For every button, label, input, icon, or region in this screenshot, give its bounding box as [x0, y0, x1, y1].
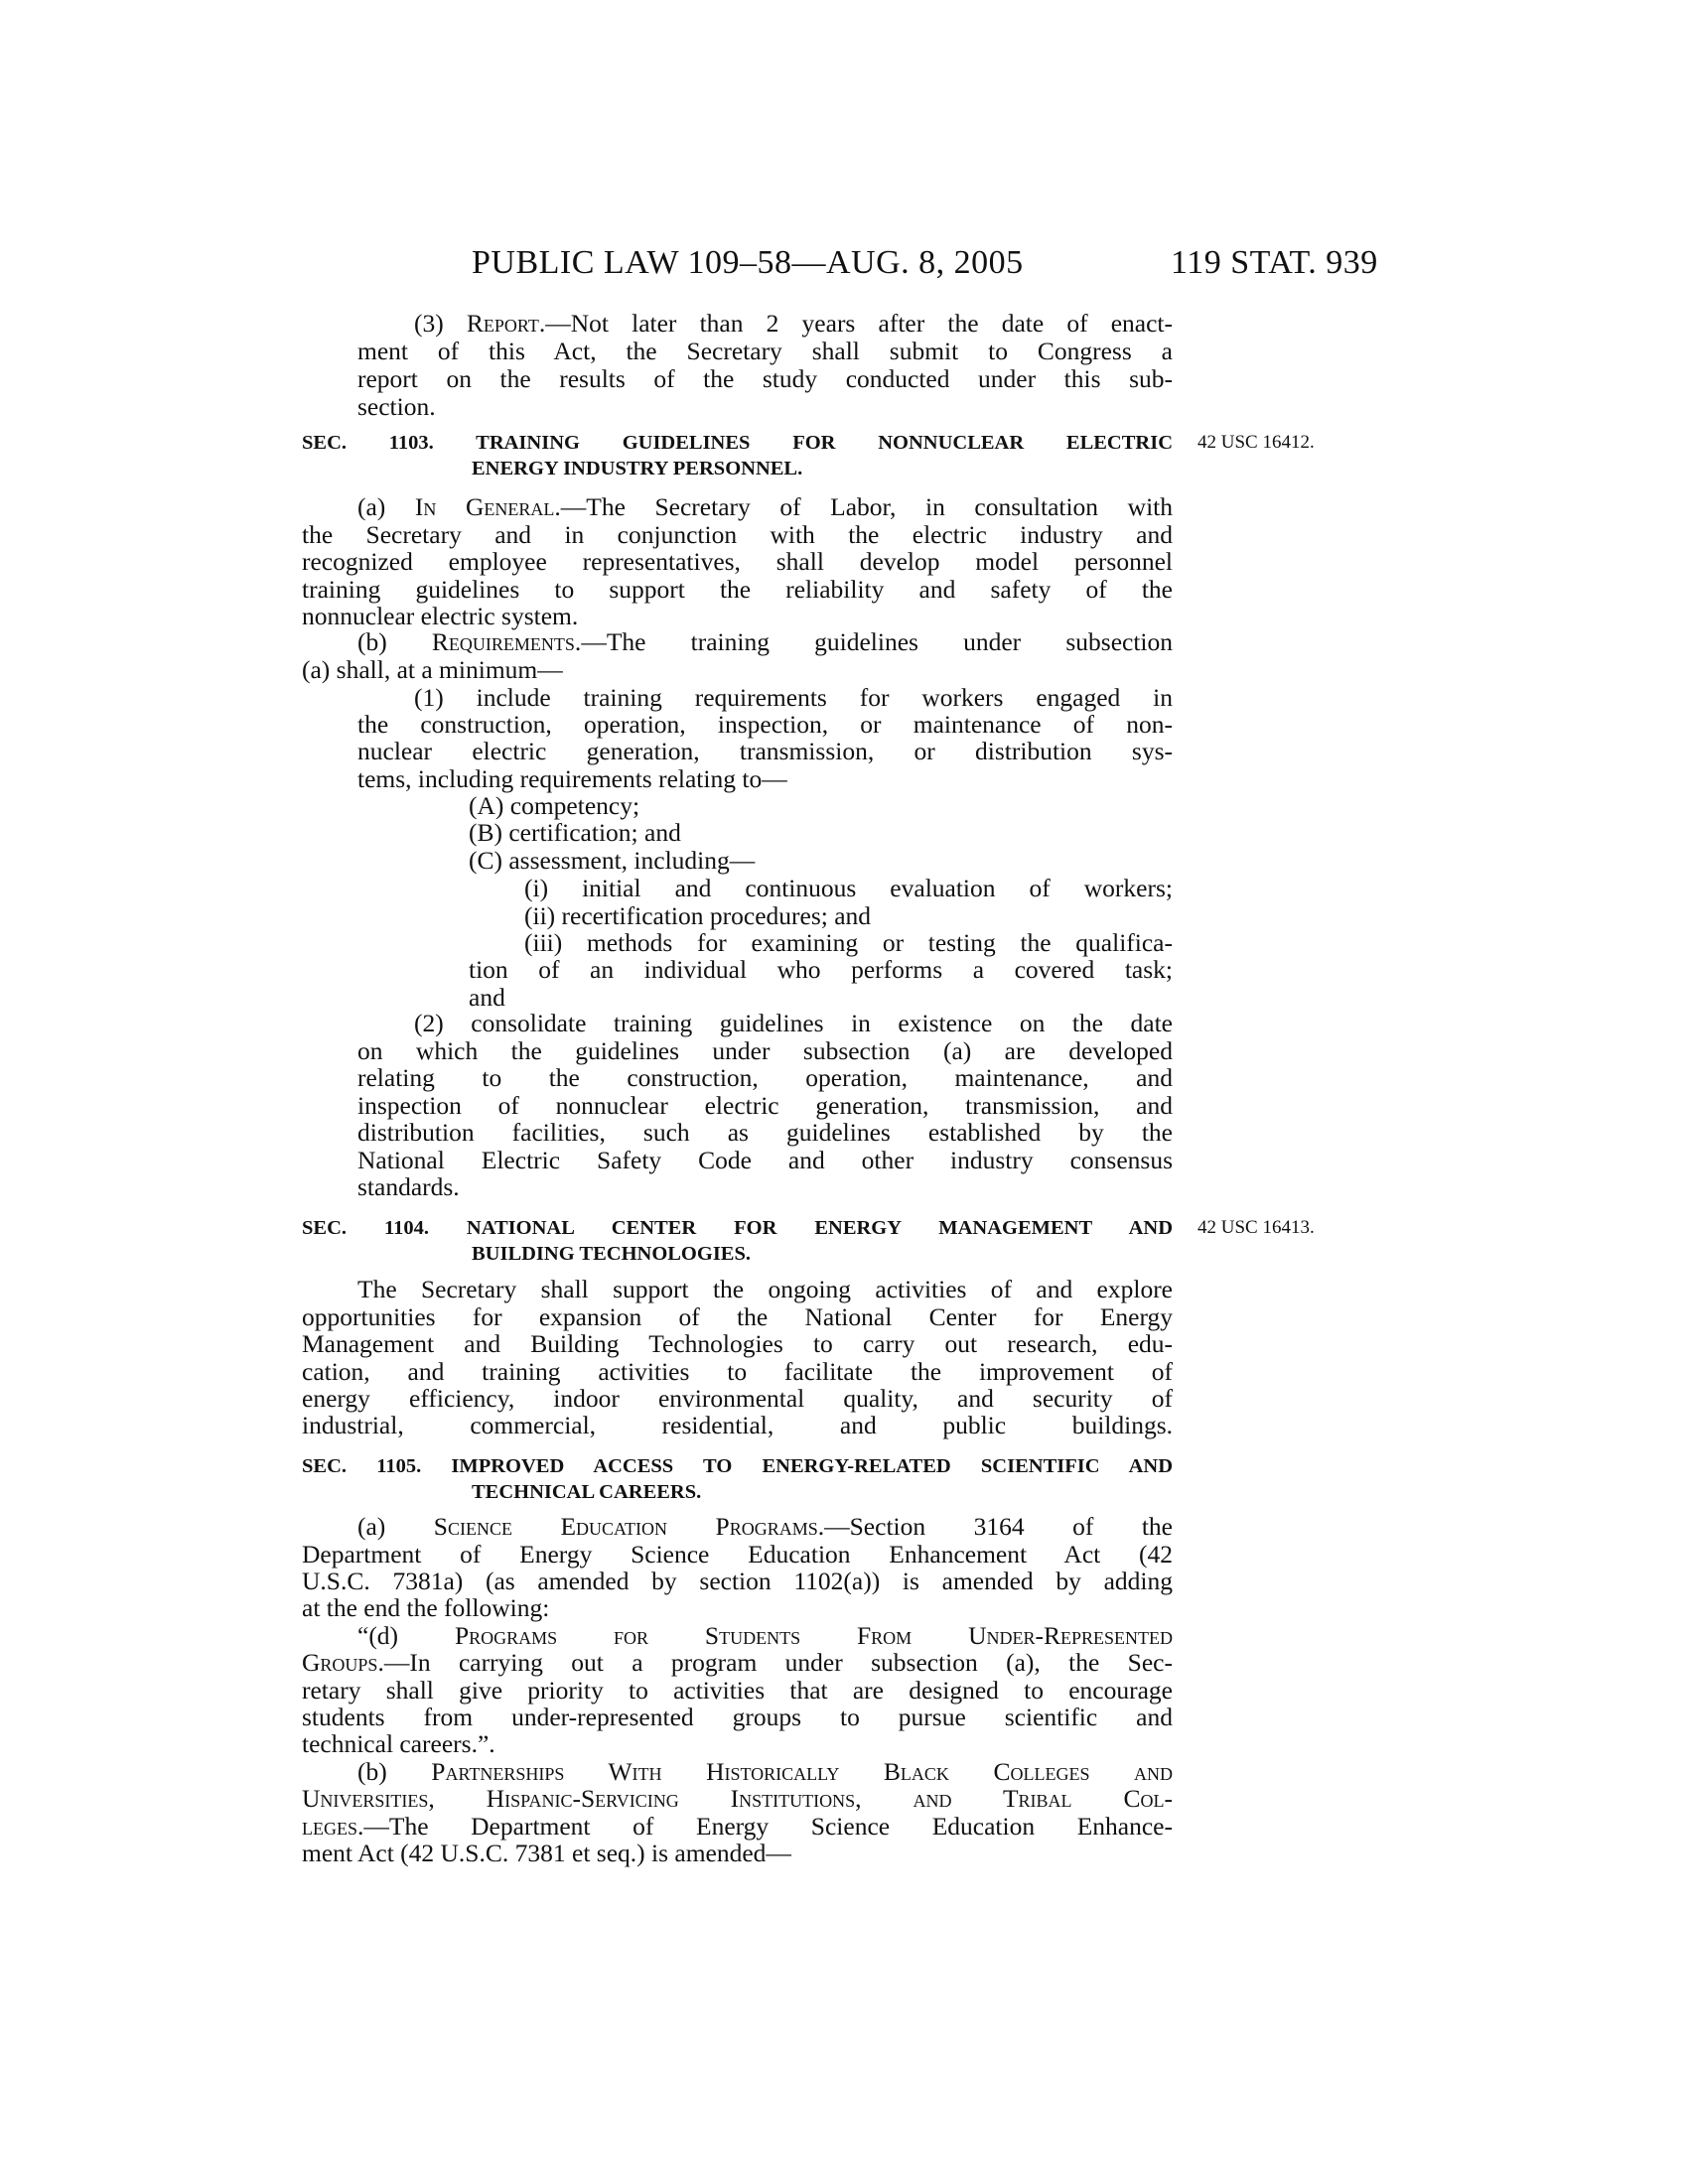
text-line	[302, 603, 1173, 630]
line-text: —The Department of Energy Science Education Enhance-	[363, 1812, 1173, 1841]
text-line	[302, 1813, 1173, 1841]
running-header-title: PUBLIC LAW 109–58—AUG. 8, 2005	[472, 244, 1024, 281]
text-line	[302, 1594, 1173, 1622]
text-line	[302, 548, 1173, 576]
line-text: training guidelines to support the reliability and safety of the	[302, 575, 1173, 604]
line-text: ENERGY INDUSTRY PERSONNEL.	[472, 458, 803, 479]
text-line	[357, 493, 1173, 521]
sidenote-usc: 42 USC 16413.	[1197, 1217, 1315, 1238]
text-line	[357, 1622, 1173, 1650]
text-line	[357, 1513, 1173, 1541]
text-line	[357, 1147, 1173, 1174]
section-heading-line	[472, 1478, 1173, 1506]
text-line	[302, 521, 1173, 549]
line-text: (C) assessment, including—	[469, 846, 756, 875]
line-text: —In carrying out a program under subsection (a), the Sec-	[383, 1648, 1173, 1677]
line-text: technical careers.”.	[302, 1729, 495, 1758]
text-line	[302, 1730, 1173, 1758]
line-text: TECHNICAL CAREERS.	[472, 1481, 702, 1503]
text-line	[357, 738, 1173, 765]
line-text: (b)	[357, 1757, 432, 1786]
line-text: National Electric Safety Code and other industry consensus	[357, 1146, 1173, 1174]
line-text: tems, including requirements relating to—	[357, 764, 787, 793]
line-text: relating to the construction, operation, maintenance, and	[357, 1063, 1173, 1092]
text-line	[302, 1303, 1173, 1331]
line-text: —The Secretary of Labor, in consultation with	[560, 492, 1173, 521]
section-heading-line	[472, 455, 1173, 482]
small-caps-heading: Partnerships With Historically Black Colleges and	[431, 1757, 1173, 1786]
text-line	[302, 1358, 1173, 1386]
text-line	[357, 1758, 1173, 1786]
line-text: nonnuclear electric system.	[302, 602, 579, 630]
text-line	[302, 1412, 1173, 1439]
line-text: at the end the following:	[302, 1593, 550, 1622]
section-heading-line	[302, 429, 1173, 457]
line-text: (ii) recertification procedures; and	[524, 901, 872, 930]
text-line	[357, 628, 1173, 656]
text-line	[302, 1541, 1173, 1569]
small-caps-heading: leges.	[302, 1812, 364, 1841]
line-text: (a)	[357, 492, 415, 521]
line-text: cation, and training activities to facilitate the improvement of	[302, 1357, 1173, 1386]
text-line	[357, 365, 1173, 393]
line-text: the Secretary and in conjunction with the electric industry and	[302, 520, 1173, 549]
line-text: SEC. 1104. NATIONAL CENTER FOR ENERGY MANAGEMENT AND	[302, 1217, 1173, 1239]
text-line	[357, 711, 1173, 739]
section-heading-line	[472, 1240, 1173, 1268]
line-text: recognized employee representatives, shall develop model personnel	[302, 547, 1173, 576]
line-text: standards.	[357, 1172, 460, 1201]
text-line	[302, 1704, 1173, 1731]
section-heading-line	[302, 1452, 1173, 1480]
text-line	[302, 1385, 1173, 1413]
text-line	[524, 929, 1173, 957]
small-caps-heading: Science Education Programs.	[433, 1512, 825, 1541]
text-line	[357, 1276, 1173, 1303]
line-text: ment of this Act, the Secretary shall submit to Congress a	[357, 337, 1173, 365]
line-text: SEC. 1105. IMPROVED ACCESS TO ENERGY-RELATED SCIENTIFIC AND	[302, 1455, 1173, 1477]
text-line	[357, 1092, 1173, 1120]
line-text: —The training guidelines under subsection	[581, 627, 1173, 656]
small-caps-heading: Requirements.	[431, 627, 582, 656]
text-line	[302, 1677, 1173, 1705]
text-line	[357, 393, 1173, 421]
line-text: SEC. 1103. TRAINING GUIDELINES FOR NONNUCLEAR ELECTRIC	[302, 432, 1173, 454]
text-line	[357, 1173, 1173, 1201]
line-text: (a) shall, at a minimum—	[302, 655, 563, 684]
line-text: section.	[357, 392, 436, 421]
small-caps-heading: In General.	[414, 492, 561, 521]
text-line	[469, 956, 1173, 984]
text-line	[357, 765, 1173, 793]
text-line	[357, 1037, 1173, 1065]
text-line	[302, 1649, 1173, 1677]
text-line	[469, 792, 1173, 820]
line-text: (3)	[414, 309, 467, 338]
text-line	[414, 684, 1173, 712]
line-text: (1) include training requirements for workers engaged in	[414, 683, 1173, 712]
text-line	[357, 1064, 1173, 1092]
line-text: on which the guidelines under subsection (a) are developed	[357, 1036, 1173, 1065]
text-line	[302, 1330, 1173, 1358]
line-text: report on the results of the study conducted under this sub-	[357, 364, 1173, 393]
text-line	[524, 902, 1173, 930]
line-text: nuclear electric generation, transmission, or distribution sys-	[357, 737, 1173, 765]
text-line	[469, 847, 1173, 875]
line-text: inspection of nonnuclear electric generation, transmission, and	[357, 1091, 1173, 1120]
sidenote-usc: 42 USC 16412.	[1197, 432, 1315, 453]
text-line	[302, 1568, 1173, 1595]
line-text: (2) consolidate training guidelines in existence on the date	[414, 1009, 1173, 1037]
line-text: The Secretary shall support the ongoing activities of and explore	[357, 1275, 1173, 1303]
text-line	[469, 819, 1173, 847]
line-text: (B) certification; and	[469, 818, 681, 847]
page-number: 119 STAT. 939	[1171, 244, 1378, 281]
text-line	[414, 310, 1173, 338]
line-text: Department of Energy Science Education Enhancement Act (42	[302, 1540, 1173, 1569]
line-text: U.S.C. 7381a) (as amended by section 1102(a)) is amended by adding	[302, 1567, 1173, 1595]
text-line	[302, 1785, 1173, 1813]
line-text: industrial, commercial, residential, and public buildings.	[302, 1411, 1173, 1439]
line-text: BUILDING TECHNOLOGIES.	[472, 1243, 752, 1265]
small-caps-heading: Universities, Hispanic-Servicing Institutions, and Tribal Col-	[302, 1784, 1173, 1813]
line-text: students from under-represented groups to pursue scientific and	[302, 1703, 1173, 1731]
line-text: (i) initial and continuous evaluation of workers;	[524, 874, 1173, 902]
text-line	[469, 984, 1173, 1012]
text-line	[302, 576, 1173, 604]
text-line	[302, 656, 1173, 684]
line-text: (a)	[357, 1512, 434, 1541]
line-text: ment Act (42 U.S.C. 7381 et seq.) is amended—	[302, 1839, 791, 1867]
line-text: (b)	[357, 627, 432, 656]
line-text: retary shall give priority to activities that are designed to encourage	[302, 1676, 1173, 1705]
line-text: —Section 3164 of the	[824, 1512, 1173, 1541]
line-text: distribution facilities, such as guidelines established by the	[357, 1118, 1173, 1147]
text-line	[414, 1010, 1173, 1037]
line-text: (iii) methods for examining or testing the qualifica-	[524, 928, 1173, 957]
line-text: Management and Building Technologies to carry out research, edu-	[302, 1329, 1173, 1358]
text-line	[302, 1840, 1173, 1867]
line-text: —Not later than 2 years after the date of enact-	[545, 309, 1174, 338]
small-caps-heading: Report.	[466, 309, 546, 338]
section-heading-line	[302, 1214, 1173, 1242]
line-text: the construction, operation, inspection, or maintenance of non-	[357, 710, 1173, 739]
line-text: energy efficiency, indoor environmental quality, and security of	[302, 1384, 1173, 1413]
line-text: opportunities for expansion of the National Center for Energy	[302, 1302, 1173, 1331]
text-line	[357, 1119, 1173, 1147]
small-caps-heading: Programs for Students From Under-Represented	[454, 1621, 1173, 1650]
line-text: tion of an individual who performs a covered task;	[469, 955, 1173, 984]
line-text: “(d)	[357, 1621, 455, 1650]
text-line	[524, 875, 1173, 902]
line-text: and	[469, 983, 505, 1012]
small-caps-heading: Groups.	[302, 1648, 384, 1677]
line-text: (A) competency;	[469, 791, 640, 820]
text-line	[357, 338, 1173, 365]
